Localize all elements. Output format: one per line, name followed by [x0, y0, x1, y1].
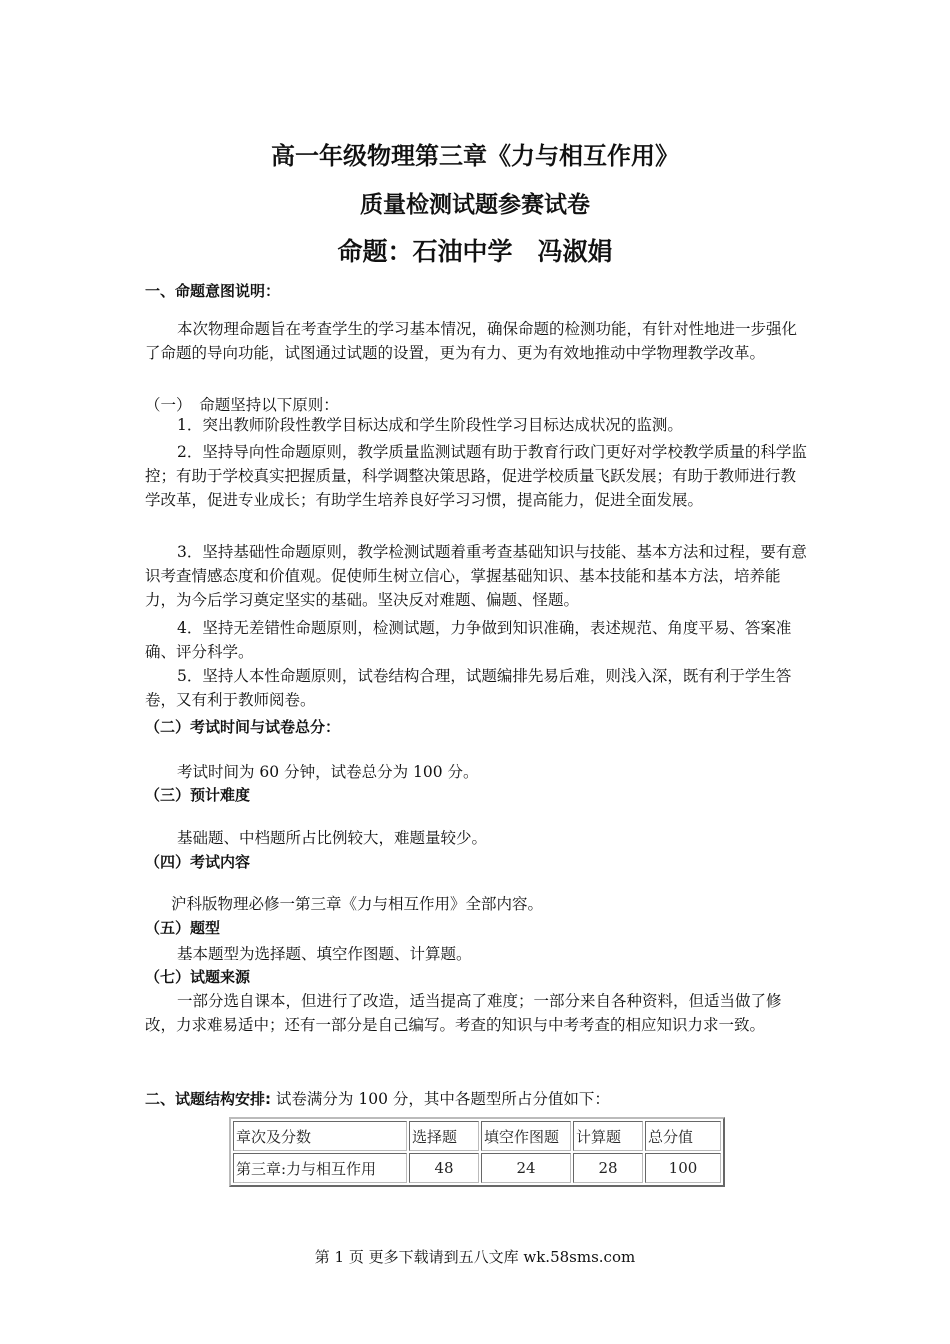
source-text: 一部分选自课本，但进行了改造，适当提高了难度；一部分来自各种资料，但适当做了修改，力求难易适中；还有一部分是自己编写。考查的知识与中考考查的相应知识力求一致。	[145, 992, 782, 1034]
document-title: 高一年级物理第三章《力与相互作用》	[271, 142, 679, 170]
difficulty-heading: （三）预计难度	[145, 786, 251, 804]
difficulty-text: 基础题、中档题所占比例较大，难题量较少。	[177, 829, 488, 847]
exam-time-heading: （二）考试时间与试卷总分：	[145, 718, 341, 736]
table-cell: 24	[481, 1153, 571, 1183]
table-header-cell: 章次及分数	[233, 1121, 407, 1151]
page-footer: 第 1 页 更多下载请到五八文库 wk.58sms.com	[314, 1248, 636, 1266]
intro-paragraph: 本次物理命题旨在考查学生的学习基本情况，确保命题的检测功能，有针对性地进一步强化了命题的导向功能，试图通过试题的设置，更为有力、更为有效地推动中学物理教学改革。	[145, 320, 798, 362]
table-header-cell: 填空作图题	[481, 1121, 571, 1151]
principle-3: 3．坚持基础性命题原则，教学检测试题着重考查基础知识与技能、基本方法和过程，要有意识考查情感态度和价值观。促使师生树立信心，掌握基础知识、基本技能和基本方法，培养能力，为今后学习奠定坚实的基础。坚决反对难题、偏题、怪题。	[145, 543, 807, 609]
section2-line	[145, 1087, 610, 1109]
table-cell: 28	[573, 1153, 643, 1183]
author-line: 命题：石油中学 冯淑娟	[337, 237, 613, 266]
document-subtitle: 质量检测试题参赛试卷	[360, 192, 590, 218]
principles-heading: （一） 命题坚持以下原则：	[145, 396, 339, 414]
table-header-cell: 选择题	[409, 1121, 479, 1151]
principle-1: 1．突出教师阶段性教学目标达成和学生阶段性学习目标达成状况的监测。	[177, 416, 683, 434]
table-cell: 100	[645, 1153, 721, 1183]
table-header-cell: 总分值	[645, 1121, 721, 1151]
principle-5: 5．坚持人本性命题原则，试卷结构合理，试题编排先易后难，则浅入深，既有利于学生答卷，又有利于教师阅卷。	[145, 667, 792, 709]
principle-4: 4．坚持无差错性命题原则，检测试题，力争做到知识准确，表述规范、角度平易、答案准确、评分科学。	[145, 619, 792, 661]
section2-text: 试卷满分为 100 分，其中各题型所占分值如下：	[271, 1090, 610, 1108]
section2-heading: 二、试题结构安排:	[145, 1090, 271, 1108]
section1-heading: 一、命题意图说明：	[145, 282, 281, 300]
score-table	[229, 1117, 725, 1187]
source-heading: （七）试题来源	[145, 968, 251, 986]
table-cell: 48	[409, 1153, 479, 1183]
exam-time-text: 考试时间为 60 分钟，试卷总分为 100 分。	[177, 763, 479, 781]
content-heading: （四）考试内容	[145, 853, 251, 871]
table-row	[233, 1153, 721, 1183]
table-cell: 第三章:力与相互作用	[233, 1153, 407, 1183]
table-header-cell: 计算题	[573, 1121, 643, 1151]
question-type-heading: （五）题型	[145, 919, 221, 937]
question-type-text: 基本题型为选择题、填空作图题、计算题。	[177, 945, 472, 963]
content-text: 沪科版物理必修一第三章《力与相互作用》全部内容。	[171, 895, 544, 913]
principle-2: 2．坚持导向性命题原则，教学质量监测试题有助于教育行政门更好对学校教学质量的科学监控；有助于学校真实把握质量，科学调整决策思路，促进学校质量飞跃发展；有助于教师进行教学改革，促进专业成长；有助学生培养良好学习习惯，提高能力，促进全面发展。	[145, 443, 807, 509]
table-header-row	[233, 1121, 721, 1151]
